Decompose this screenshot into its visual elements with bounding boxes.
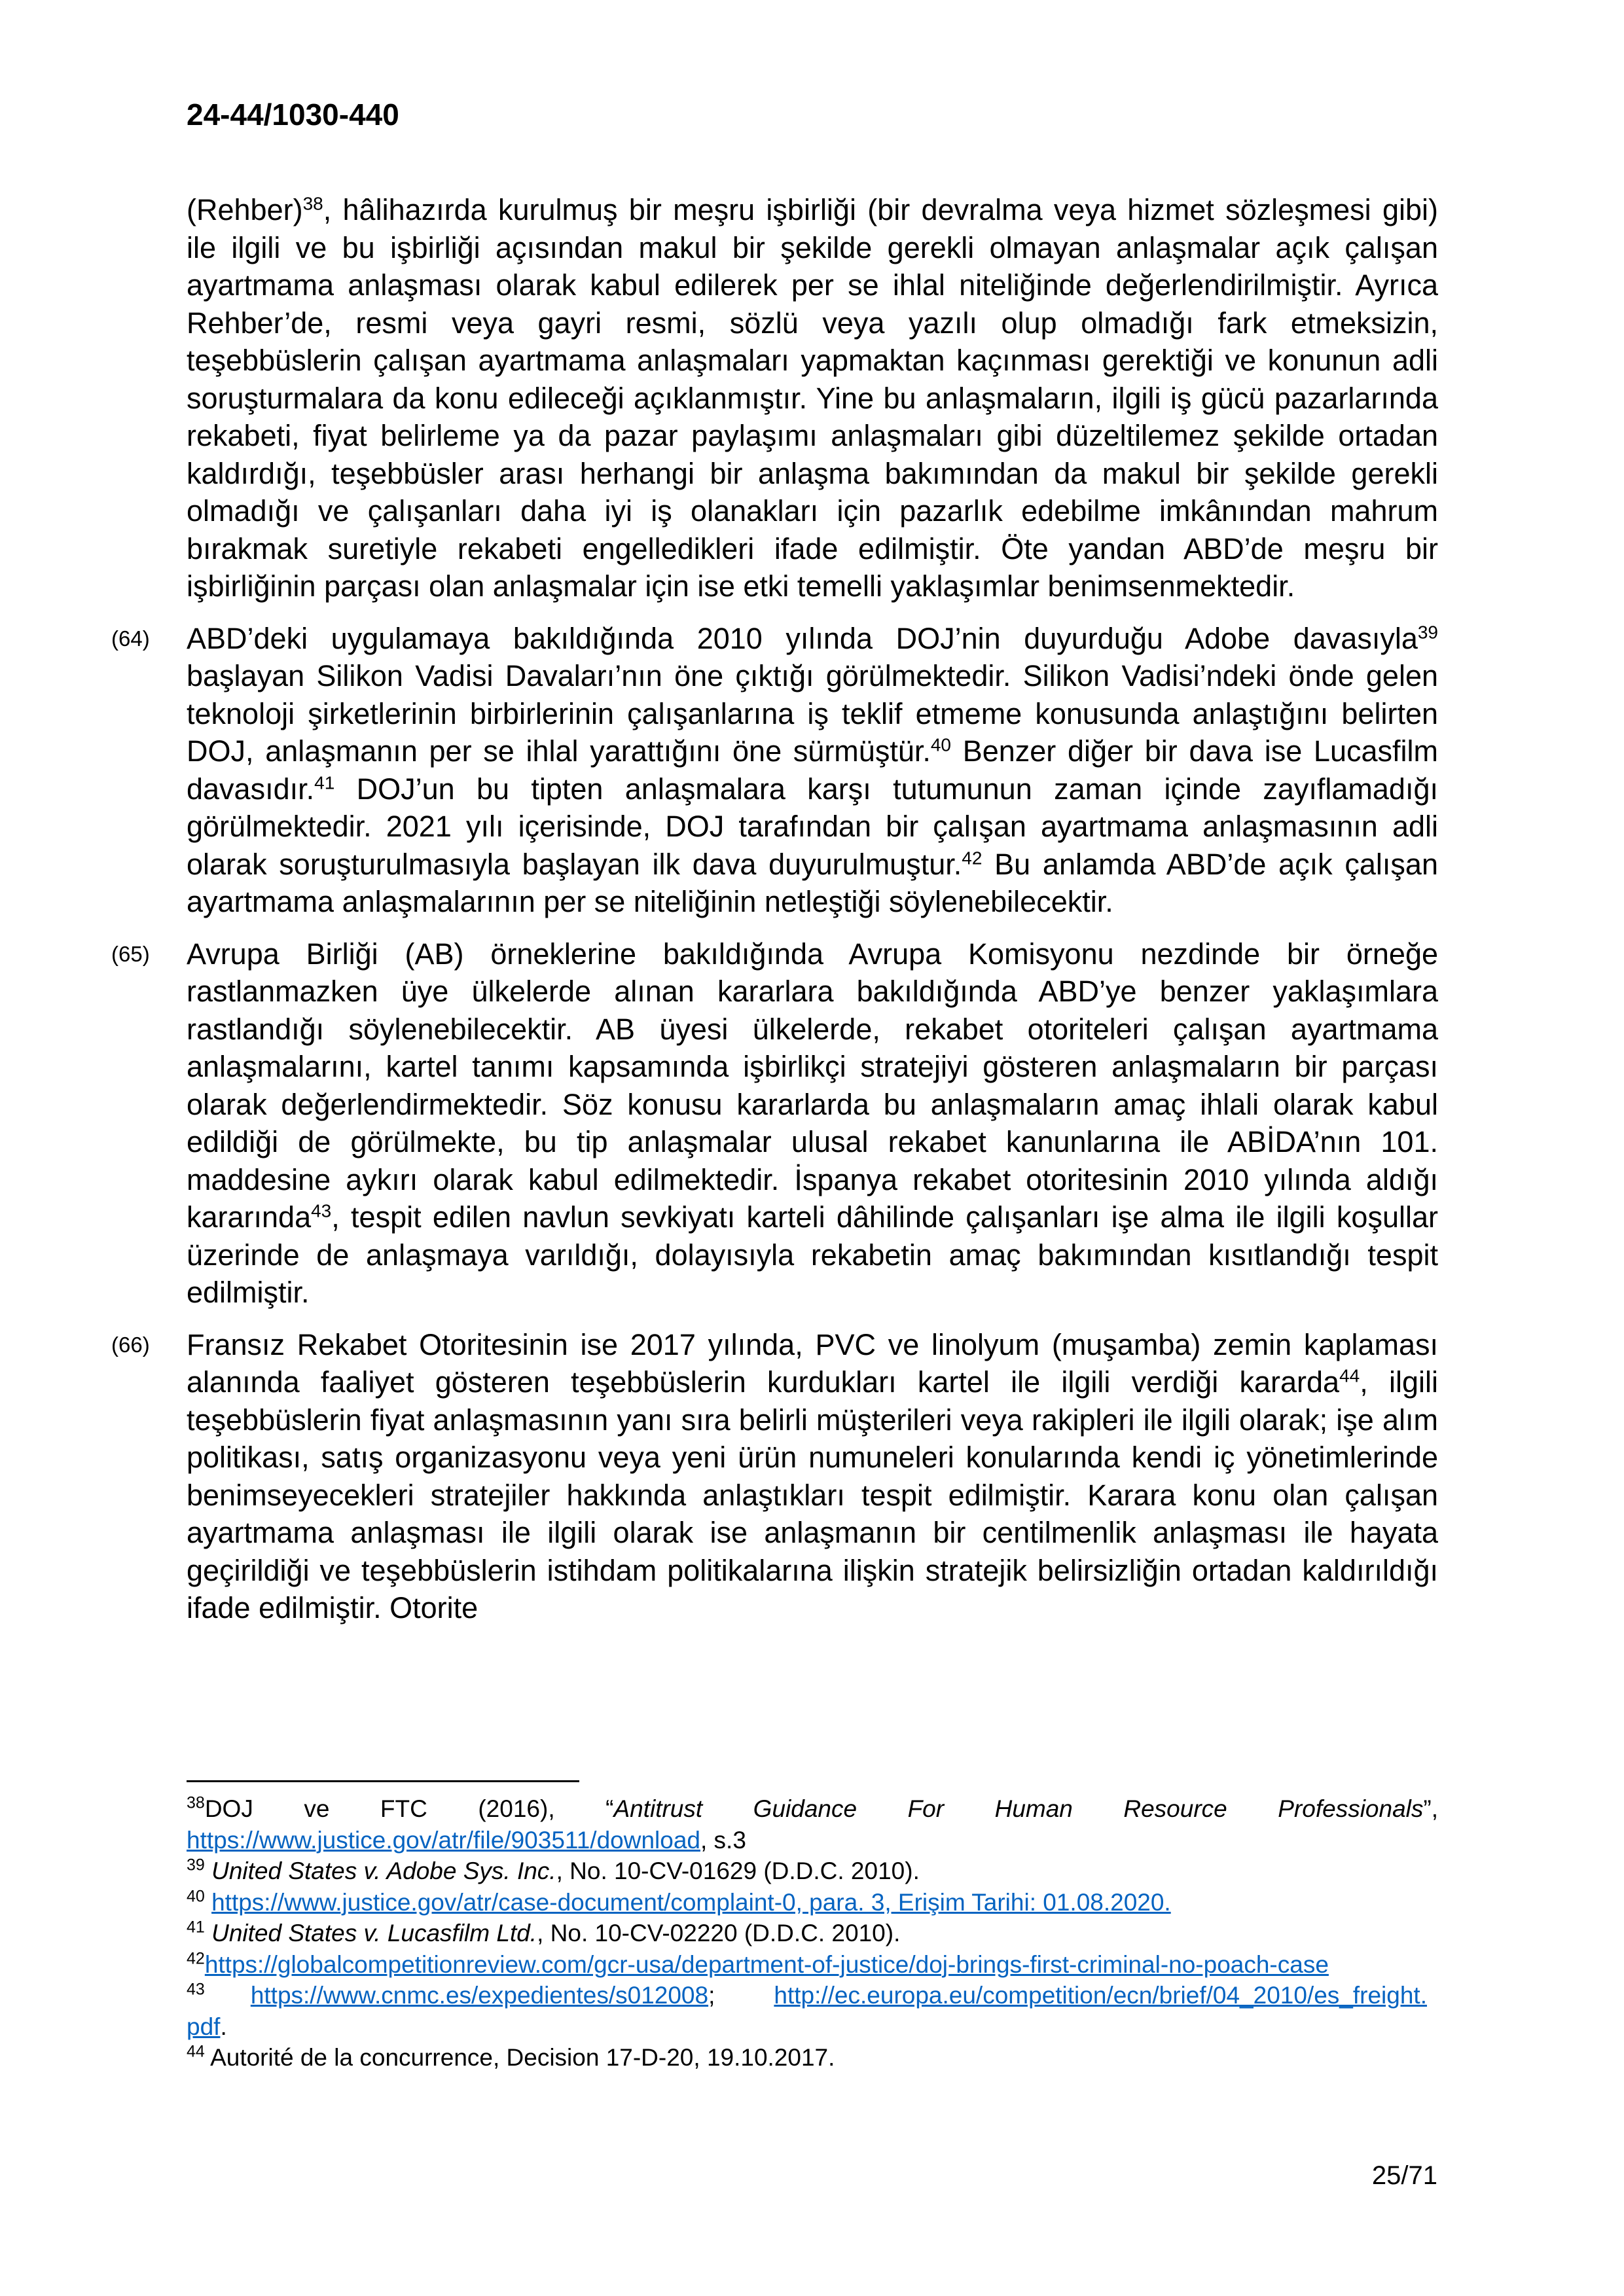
footnote-number: 41 — [187, 1918, 205, 1937]
text-segment: Avrupa Birliği (AB) örneklerine bakıldığında Avrupa Komisyonu nezdinde bir örneğe rastlanmazken üye ülkelerde alınan kararlara bakıldığında ABD’ye benzer yaklaşımlara rastlandığı söylenebilecektir. AB üyesi ülkelerde, rekabet otoriteleri çalışan ayartmama anlaşmalarını, kartel tanımı kapsamında işbirlikçi stratejiyi gösteren anlaşmaların bir parçası olarak değerlendirmektedir. Söz konusu kararlarda bu anlaşmaların amaç ihlali olarak kabul edildiği de görülmekte, bu tip anlaşmalar ulusal rekabet kanunlarına ile ABİDA’nın 101. maddesine aykırı olarak kabul edilmektedir. İspanya rekabet otoritesinin 2010 yılında aldığı kararında — [187, 937, 1438, 1234]
page-number: 25/71 — [1371, 2161, 1437, 2190]
footnote-text: , No. 10-CV-01629 (D.D.C. 2010). — [556, 1857, 920, 1884]
footnote-42 — [187, 1949, 1438, 1981]
footnote-link[interactable]: https://www.justice.gov/atr/case-document/complaint-0, para. 3, Erişim Tarihi: 01.08.2020. — [211, 1888, 1171, 1916]
footnote-44 — [187, 2042, 1438, 2073]
footnote-number: 38 — [187, 1793, 205, 1812]
footnote-ref-42[interactable]: 42 — [962, 848, 983, 869]
footnote-ref-39[interactable]: 39 — [1417, 622, 1438, 643]
footnote-ref-41[interactable]: 41 — [314, 772, 335, 793]
footnote-ref-40[interactable]: 40 — [930, 734, 952, 755]
paragraph-number: (66) — [111, 1332, 150, 1357]
footnote-separator — [187, 1780, 579, 1782]
footnote-number: 39 — [187, 1856, 205, 1874]
paragraph-number: (65) — [111, 941, 150, 966]
text-segment: , tespit edilen navlun sevkiyatı karteli dâhilinde çalışanları işe alma ile ilgili koşullar üzerinde de anlaşmaya varıldığı, dolayısıyla rekabetin amaç bakımından kısıtlandığı tespit edilmiştir. — [187, 1200, 1438, 1309]
paragraph-66 — [111, 1326, 1438, 1627]
text-segment: DOJ’un bu tipten anlaşmalara karşı tutumunun zaman içinde zayıflamadığı görülmektedir. 2021 yılı içerisinde, DOJ tarafından bir çalışan ayartmama anlaşmasının adli olarak soruşturulmasıyla başlayan ilk dava duyurulmuştur. — [187, 772, 1438, 881]
footnote-38 — [187, 1793, 1438, 1856]
footnote-text: , No. 10-CV-02220 (D.D.C. 2010). — [537, 1920, 901, 1946]
paragraph-number: (64) — [111, 626, 150, 651]
footnote-39 — [187, 1856, 1438, 1887]
text-segment: Fransız Rekabet Otoritesinin ise 2017 yılında, PVC ve linolyum (muşamba) zemin kaplaması alanında faaliyet gösteren teşebbüslerin kurdukları kartel ile ilgili verdiği kararda — [187, 1327, 1438, 1399]
footnote-case-name: United States v. Lucasfilm Ltd. — [211, 1920, 537, 1946]
footnote-title: Antitrust Guidance For Human Resource Professionals — [613, 1795, 1424, 1822]
text-segment: , hâlihazırda kurulmuş bir meşru işbirliği (bir devralma veya hizmet sözleşmesi gibi) ile ilgili ve bu işbirliği açısından makul bir şekilde gerekli olmayan anlaşmalar açık çalışan ayartmama anlaşması olarak kabul edilerek per se ihlal niteliğinde değerlendirilmiştir. Ayrıca Rehber’de, resmi veya gayri resmi, sözlü veya yazılı olup olmadığı fark etmeksizin, teşebbüslerin çalışan ayartmama anlaşmaları yapmaktan kaçınması gerektiği ve konunun adli soruşturmalara da konu edileceği açıklanmıştır. Yine bu anlaşmaların, ilgili iş gücü pazarlarında rekabeti, fiyat belirleme ya da pazar paylaşımı anlaşmaları gibi düzeltilemez şekilde ortadan kaldırdığı, teşebbüsler arası herhangi bir anlaşma bakımından da makul bir şekilde gerekli olmadığı ve çalışanları daha iyi iş olanakları için pazarlık edebilme imkânından mahrum bırakmak suretiyle rekabeti engelledikleri ifade edilmiştir. Öte yandan ABD’de meşru bir işbirliğinin parçası olan anlaşmalar için ise etki temelli yaklaşımlar benimsenmektedir. — [187, 193, 1438, 603]
paragraph-continued — [187, 191, 1438, 605]
footnote-number: 43 — [187, 1980, 205, 1999]
document-id-header: 24-44/1030-440 — [187, 98, 399, 132]
text-segment: başlayan Silikon Vadisi Davaları’nın öne çıktığı görülmektedir. Silikon Vadisi’ndeki önde gelen teknoloji şirketlerinin birbirlerinin çalışanlarına iş teklif etmeme konusunda anlaştığını belirten DOJ, anlaşmanın per se ihlal yarattığını öne sürmüştür. — [187, 659, 1438, 768]
footnote-link[interactable]: https://globalcompetitionreview.com/gcr-usa/department-of-justice/doj-brings-first-criminal-no-poach-case — [204, 1950, 1329, 1978]
footnote-number: 42 — [187, 1948, 205, 1967]
footnotes — [187, 1793, 1438, 2073]
footnote-40 — [187, 1887, 1438, 1918]
footnote-ref-38[interactable]: 38 — [302, 193, 323, 214]
footnote-text: ; — [708, 1982, 715, 2009]
footnote-link[interactable]: https://www.cnmc.es/expedientes/s012008 — [250, 1982, 709, 2009]
footnote-case-name: United States v. Adobe Sys. Inc. — [211, 1857, 556, 1884]
footnote-ref-44[interactable]: 44 — [1339, 1365, 1360, 1386]
text-segment: Benzer diğer bir dava ise Lucasfilm davasıdır. — [187, 734, 1438, 806]
footnote-link[interactable]: https://www.justice.gov/atr/file/903511/download — [187, 1826, 700, 1854]
text-segment: Bu anlamda ABD’de açık çalışan ayartmama anlaşmalarının per se niteliğinin netleştiği söylenebilecektir. — [187, 847, 1438, 918]
footnote-43 — [187, 1980, 1438, 2042]
footnote-text: . — [220, 2013, 227, 2040]
text-segment: (Rehber) — [187, 193, 303, 226]
footnote-number: 40 — [187, 1886, 205, 1905]
text-segment: ABD’deki uygulamaya bakıldığında 2010 yılında DOJ’nin duyurduğu Adobe davasıyla — [187, 621, 1418, 655]
footnote-number: 44 — [187, 2042, 205, 2061]
footnote-text: ”, — [1423, 1795, 1438, 1822]
paragraph-64 — [111, 620, 1438, 921]
text-segment: , ilgili teşebbüslerin fiyat anlaşmasının yanı sıra belirli müşterileri veya rakipleri ile ilgili olarak; işe alım politikası, satış organizasyonu veya yeni ürün numuneleri konularında kendi iç yönetimlerinde benimseyecekleri stratejiler hakkında anlaştıkları tespit edilmiştir. Karara konu olan çalışan ayartmama anlaşması ile ilgili olarak ise anlaşmanın bir centilmenlik anlaşması ile hayata geçirildiği ve teşebbüslerin istihdam politikalarına ilişkin stratejik belirsizliğin ortadan kaldırıldığı ifade edilmiştir. Otorite — [187, 1365, 1438, 1624]
footnote-text: , s.3 — [700, 1826, 746, 1854]
paragraph-65 — [111, 935, 1438, 1312]
footnote-41 — [187, 1918, 1438, 1949]
footnote-text: Autorité de la concurrence, Decision 17-D-20, 19.10.2017. — [210, 2044, 835, 2071]
footnote-text: DOJ ve FTC (2016), “ — [204, 1795, 614, 1822]
footnote-link[interactable]: http://ec.europa.eu/competition/ecn/brief/04_2010/es_freight.pdf — [187, 1982, 1427, 2040]
footnote-ref-43[interactable]: 43 — [311, 1200, 332, 1221]
body-text — [111, 191, 1438, 1627]
